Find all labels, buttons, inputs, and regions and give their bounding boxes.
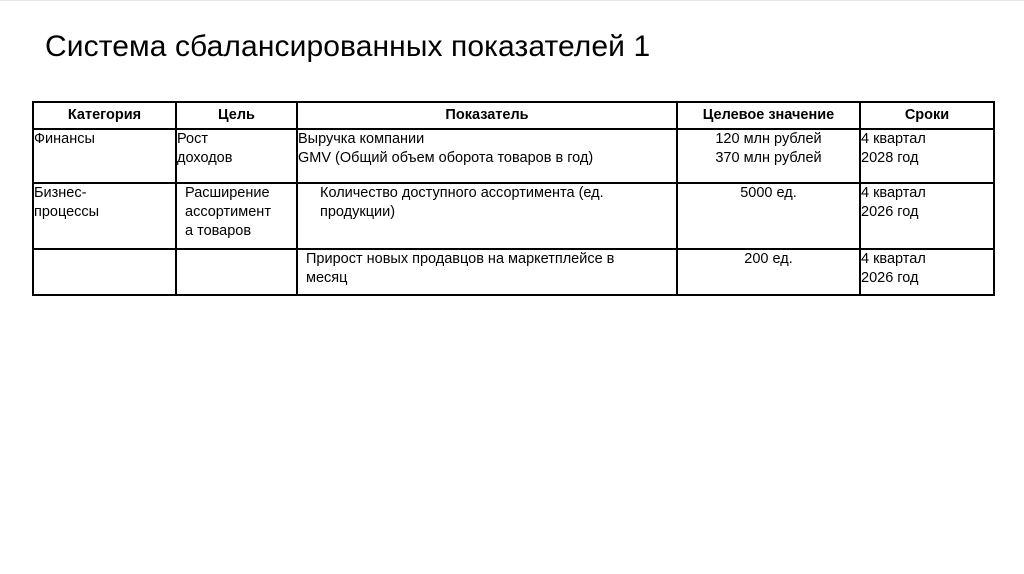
header-goal: Цель [176,102,297,129]
table-row [33,129,994,183]
header-indicator: Показатель [297,102,677,129]
header-term: Сроки [860,102,994,129]
cell-goal: Расширение ассортимент а товаров [176,183,297,249]
cell-target-value: 120 млн рублей 370 млн рублей [677,129,860,183]
slide-top-divider [0,0,1024,1]
balanced-scorecard-table [32,101,995,296]
cell-goal: Рост доходов [176,129,297,183]
cell-term: 4 квартал 2026 год [860,183,994,249]
header-target-value: Целевое значение [677,102,860,129]
page-title: Система сбалансированных показателей 1 [45,30,651,63]
cell-indicator: Количество доступного ассортимента (ед. продукции) [297,183,677,249]
cell-term: 4 квартал 2028 год [860,129,994,183]
cell-indicator: Выручка компании GMV (Общий объем оборота товаров в год) [297,129,677,183]
cell-indicator: Прирост новых продавцов на маркетплейсе в месяц [297,249,677,295]
cell-goal [176,249,297,295]
table-row [33,183,994,249]
table-row [33,249,994,295]
header-category: Категория [33,102,176,129]
cell-target-value: 5000 ед. [677,183,860,249]
cell-category [33,249,176,295]
cell-term: 4 квартал 2026 год [860,249,994,295]
table-header-row [33,102,994,129]
cell-category: Финансы [33,129,176,183]
cell-category: Бизнес- процессы [33,183,176,249]
cell-target-value: 200 ед. [677,249,860,295]
